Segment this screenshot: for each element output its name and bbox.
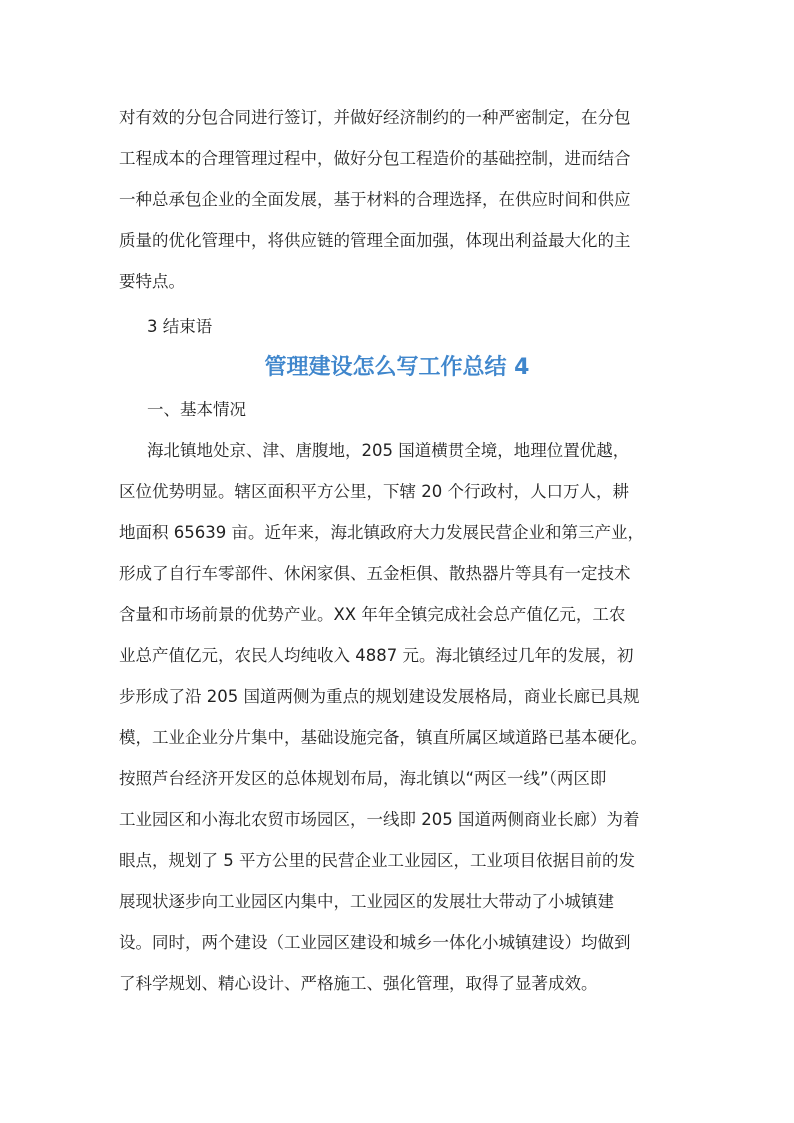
section-heading-block [119,389,679,430]
paragraph-line: 展现状逐步向工业园区内集中，工业园区的发展壮大带动了小城镇建 [119,892,614,911]
article-title: 管理建设怎么写工作总结 4 [264,355,530,380]
paragraph-line: 模，工业企业分片集中，基础设施完备，镇直所属区域道路已基本硬化。 [119,728,647,747]
paragraph-line: 工程成本的合理管理过程中，做好分包工程造价的基础控制，进而结合 [119,149,631,168]
paragraph-line: 工业园区和小海北农贸市场园区，一线即 205 国道两侧商业长廊）为着 [119,810,640,829]
section-heading-basic-info: 一、基本情况 [147,400,246,419]
paragraph-line: 区位优势明显。辖区面积平方公里，下辖 20 个行政村，人口万人，耕 [119,482,629,501]
paragraph-line: 眼点，规划了 5 平方公里的民营企业工业园区，工业项目依据目前的发 [119,851,635,870]
paragraph-line: 步形成了沿 205 国道两侧为重点的规划建设发展格局，商业长廊已具规 [119,687,640,706]
paragraph-line: 对有效的分包合同进行签订，并做好经济制约的一种严密制定，在分包 [119,108,631,127]
paragraph-line: 地面积 65639 亩。近年来，海北镇政府大力发展民营企业和第三产业， [119,523,644,542]
paragraph-line: 设。同时，两个建设（工业园区建设和城乡一体化小城镇建设）均做到 [119,933,631,952]
paragraph-line: 了科学规划、精心设计、严格施工、强化管理，取得了显著成效。 [119,974,598,993]
paragraph-line: 按照芦台经济开发区的总体规划布局，海北镇以“两区一线”（两区即 [119,769,607,788]
subheading-conclusion: 3 结束语 [147,317,213,336]
continuation-paragraph [119,97,679,302]
paragraph-line: 质量的优化管理中，将供应链的管理全面加强，体现出利益最大化的主 [119,231,631,250]
paragraph-line: 海北镇地处京、津、唐腹地，205 国道横贯全境，地理位置优越， [147,441,630,460]
paragraph-line: 业总产值亿元，农民人均纯收入 4887 元。海北镇经过几年的发展，初 [119,646,634,665]
paragraph-line: 形成了自行车零部件、休闲家俱、五金柜俱、散热器片等具有一定技术 [119,564,631,583]
body-paragraph [119,430,679,1004]
paragraph-line: 一种总承包企业的全面发展，基于材料的合理选择，在供应时间和供应 [119,190,631,209]
subheading-conclusion-block [119,306,679,347]
paragraph-line: 含量和市场前景的优势产业。XX 年年全镇完成社会总产值亿元，工农 [119,605,626,624]
paragraph-line: 要特点。 [119,272,185,291]
